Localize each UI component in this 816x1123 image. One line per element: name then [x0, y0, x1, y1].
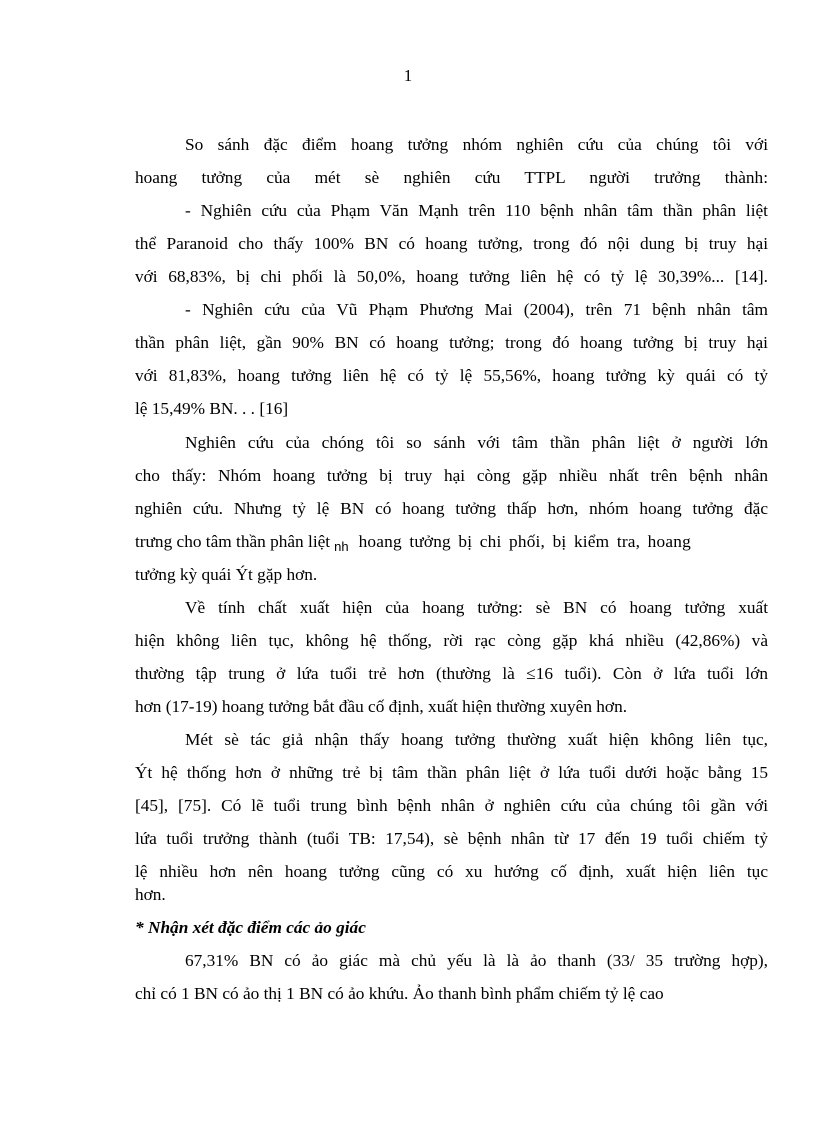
line-segment: trưng cho tâm thần phân liệt — [135, 532, 331, 551]
paragraph-line: - Nghiên cứu của Vũ Phạm Phương Mai (2004), trên 71 bệnh nhân tâm — [185, 300, 768, 319]
paragraph-line: lệ 15,49% BN. . . [16] — [135, 399, 289, 418]
paragraph-line: 67,31% BN có ảo giác mà chủ yếu là là ảo thanh (33/ 35 trường hợp), — [185, 951, 768, 970]
paragraph-line: lệ nhiều hơn nên hoang tưởng cũng có xu hướng cố định, xuất hiện liên tục — [135, 862, 768, 881]
paragraph-line: Ýt hệ thống hơn ở những trẻ bị tâm thần phân liệt ở lứa tuổi dưới hoặc bằng 15 — [135, 763, 768, 782]
paragraph-line: nghiên cứu. Nhưng tỷ lệ BN có hoang tưởng thấp hơn, nhóm hoang tưởng đặc — [135, 499, 768, 518]
paragraph-line: - Nghiên cứu của Phạm Văn Mạnh trên 110 bệnh nhân tâm thần phân liệt — [185, 201, 768, 220]
paragraph-line: Về tính chất xuất hiện của hoang tưởng: sè BN có hoang tưởng xuất — [185, 598, 768, 617]
paragraph-line: hoang tưởng của mét sè nghiên cứu TTPL người trưởng thành: — [135, 168, 768, 187]
paragraph-line: hơn. — [135, 885, 166, 904]
section-heading: * Nhận xét đặc điểm các ảo giác — [135, 918, 366, 937]
paragraph-line: hiện không liên tục, không hệ thống, rời rạc còng gặp khá nhiều (42,86%) và — [135, 631, 768, 650]
paragraph-line: lứa tuổi trưởng thành (tuổi TB: 17,54), sè bệnh nhân từ 17 đến 19 tuổi chiếm tỷ — [135, 829, 768, 848]
stray-text-fragment: nh — [334, 539, 349, 554]
paragraph-line: cho thấy: Nhóm hoang tưởng bị truy hại còng gặp nhiều nhất trên bệnh nhân — [135, 466, 768, 485]
paragraph-line: So sánh đặc điểm hoang tưởng nhóm nghiên cứu của chúng tôi với — [185, 135, 768, 154]
paragraph-line: thể Paranoid cho thấy 100% BN có hoang tưởng, trong đó nội dung bị truy hại — [135, 234, 768, 253]
paragraph-line: với 81,83%, hoang tưởng liên hệ có tỷ lệ 55,56%, hoang tưởng kỳ quái có tỷ — [135, 366, 768, 385]
paragraph-line: tưởng kỳ quái Ýt gặp hơn. — [135, 565, 318, 584]
paragraph-line: thường tập trung ở lứa tuổi trẻ hơn (thường là ≤16 tuổi). Còn ở lứa tuổi lớn — [135, 664, 768, 683]
paragraph-line: với 68,83%, bị chi phối là 50,0%, hoang tưởng liên hệ có tỷ lệ 30,39%... [14]. — [135, 267, 768, 286]
paragraph-line: Mét sè tác giả nhận thấy hoang tưởng thường xuất hiện không liên tục, — [185, 730, 768, 749]
paragraph-line: hơn (17-19) hoang tưởng bắt đầu cố định, xuất hiện thường xuyên hơn. — [135, 697, 628, 716]
paragraph-line: Nghiên cứu của chóng tôi so sánh với tâm thần phân liệt ở người lớn — [185, 433, 768, 452]
paragraph-line: [45], [75]. Có lẽ tuổi trung bình bệnh nhân ở nghiên cứu của chúng tôi gần với — [135, 796, 768, 815]
paragraph-line: thần phân liệt, gần 90% BN có hoang tưởng; trong đó hoang tưởng bị truy hại — [135, 333, 768, 352]
line-segment: hoang tưởng bị chi phối, bị kiểm tra, hoang — [358, 532, 691, 551]
paragraph-line — [135, 531, 768, 553]
paragraph-line: chỉ có 1 BN có ảo thị 1 BN có ảo khứu. Ảo thanh bình phẩm chiếm tỷ lệ cao — [135, 984, 664, 1003]
page-number: 1 — [403, 66, 413, 85]
